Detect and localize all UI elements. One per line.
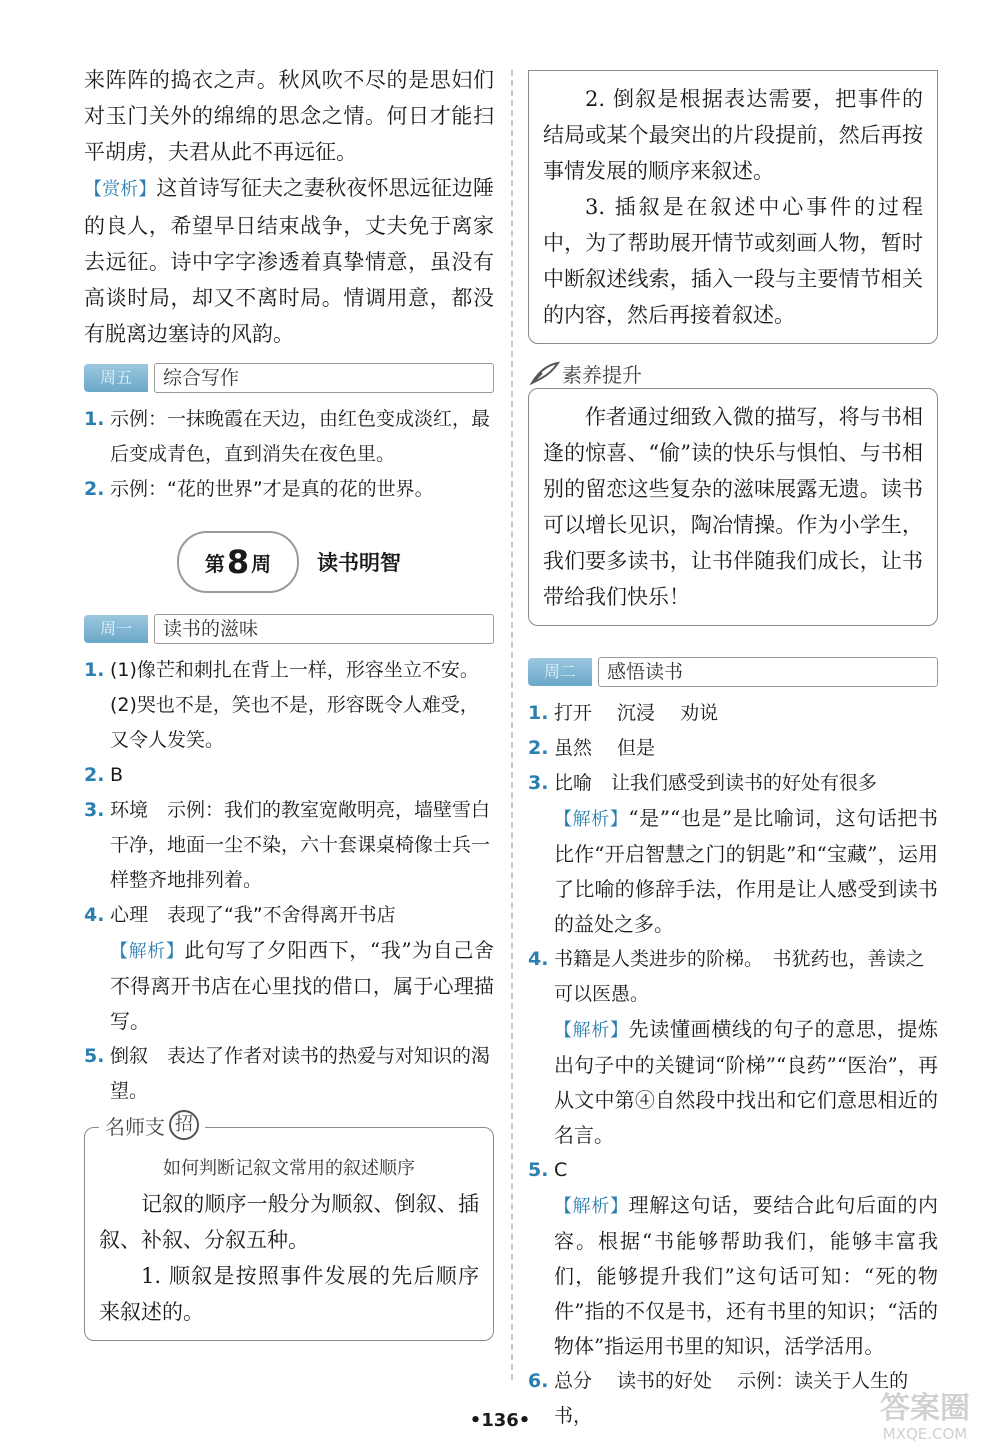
answer-text: (1)像芒和刺扎在背上一样，形容坐立不安。 xyxy=(110,659,479,681)
answer-number: 3. xyxy=(528,772,549,794)
explanation-text: 此句写了夕阳西下，“我”为自己舍不得离开书店在心里找的借口，属于心理描写。 xyxy=(110,938,495,1033)
answer-item xyxy=(84,758,494,793)
answer-text: 打开 沉浸 劝说 xyxy=(554,702,719,724)
answer-item xyxy=(528,1153,938,1188)
answer-text: 总分 读书的好处 示例：读关于人生的书， xyxy=(554,1370,909,1427)
appreciation-text: 这首诗写征夫之妻秋夜怀思远征边陲的良人，希望早日结束战争，丈夫免于离家去远征。诗中字字渗透着真挚情意，虽没有高谈时局，却又不离时局。情调用意，都没有脱离边塞诗的风韵。 xyxy=(84,176,494,346)
appreciation-paragraph xyxy=(84,170,494,352)
answer-number: 1. xyxy=(84,408,105,430)
explanation-tag: 【解析】 xyxy=(554,1196,629,1217)
section-header-reading xyxy=(84,613,494,645)
section-title: 综合写作 xyxy=(154,363,494,393)
explanation xyxy=(84,933,494,1039)
answer-item xyxy=(528,731,938,766)
literacy-section xyxy=(528,358,938,626)
quill-icon xyxy=(528,359,562,387)
explanation-tag: 【解析】 xyxy=(554,1020,629,1041)
answer-number: 2. xyxy=(528,737,549,759)
answer-number: 2. xyxy=(84,478,105,500)
week-number: 8 xyxy=(226,543,250,581)
answer-item xyxy=(84,472,494,507)
tip-paragraph: 记叙的顺序一般分为顺叙、倒叙、插叙、补叙、分叙五种。 xyxy=(99,1192,479,1252)
poem-translation: 来阵阵的捣衣之声。秋风吹不尽的是思妇们对玉门关外的绵绵的思念之情。何日才能扫平胡虏，夫君从此不再远征。 xyxy=(84,68,494,164)
answer-number: 3. xyxy=(84,799,105,821)
answer-text: 虽然 但是 xyxy=(554,737,656,759)
answer-number: 2. xyxy=(84,764,105,786)
answer-text: B xyxy=(110,764,124,786)
answer-number: 5. xyxy=(528,1159,549,1181)
week-cloud-badge xyxy=(177,531,299,593)
teacher-tip-head-text: 名师支 xyxy=(105,1114,165,1139)
explanation-text: 先读懂画横线的句子的意思，提炼出句子中的关键词“阶梯”“良药”“医治”，再从文中第④自然段中找出和它们意思相近的名言。 xyxy=(554,1017,939,1147)
tip-paragraph: 3. 插叙是在叙述中心事件的过程中，为了帮助展开情节或刻画人物，暂时中断叙述线索，插入一段与主要情节相关的内容，然后再接着叙述。 xyxy=(543,195,923,327)
week-title: 读书明智 xyxy=(317,551,401,575)
answer-text: 示例：一抹晚霞在天边，由红色变成淡红，最后变成青色，直到消失在夜色里。 xyxy=(110,408,491,465)
answer-item xyxy=(84,793,494,898)
literacy-title: 素养提升 xyxy=(562,362,642,387)
section-day-label: 周二 xyxy=(528,658,592,686)
teacher-tip-ring: 招 xyxy=(169,1110,199,1140)
watermark-url: MXQE.COM xyxy=(882,1425,968,1443)
section-day-label: 周一 xyxy=(84,615,148,643)
answer-subline: (2)哭也不是，笑也不是，形容既令人难受，又令人发笑。 xyxy=(110,694,479,751)
section-header-writing xyxy=(84,362,494,394)
section-header-feel xyxy=(528,656,938,688)
week-prefix: 第 xyxy=(204,551,225,576)
watermark-logo xyxy=(860,1392,990,1442)
teacher-tip-box xyxy=(84,1114,494,1341)
week-suffix: 周 xyxy=(251,551,272,576)
explanation-text: “是”“也是”是比喻词，这句话把书比作“开启智慧之门的钥匙”和“宝藏”，运用了比喻的修辞手法，作用是让人感受到读书的益处之多。 xyxy=(554,806,939,936)
literacy-text: 作者通过细致入微的描写，将与书相逢的惊喜、“偷”读的快乐与惧怕、与书相别的留恋这些复杂的滋味展露无遗。读书可以增长见识，陶冶情操。作为小学生，我们要多读书，让书伴随我们成长，让书带给我们快乐！ xyxy=(543,405,923,609)
section-title: 读书的滋味 xyxy=(154,614,494,644)
explanation xyxy=(528,1188,938,1364)
tip-paragraph: 1. 顺叙是按照事件发展的先后顺序来叙述的。 xyxy=(99,1264,479,1324)
answer-text: 书籍是人类进步的阶梯。 书犹药也，善读之可以医愚。 xyxy=(554,948,925,1005)
answer-item xyxy=(84,653,494,688)
literacy-box xyxy=(528,388,938,626)
answer-item xyxy=(84,402,494,472)
teacher-tip-heading xyxy=(99,1110,205,1140)
answer-text: 心理 表现了“我”不舍得离开书店 xyxy=(110,904,396,926)
answer-number: 1. xyxy=(84,659,105,681)
answer-item xyxy=(84,898,494,933)
right-column xyxy=(528,62,938,1434)
tip-title: 如何判断记叙文常用的叙述顺序 xyxy=(163,1158,415,1179)
explanation-tag: 【解析】 xyxy=(554,809,629,830)
appreciation-tag: 【赏析】 xyxy=(84,179,157,200)
answer-number: 4. xyxy=(528,948,549,970)
answer-text: 倒叙 表达了作者对读书的热爱与对知识的渴望。 xyxy=(110,1045,491,1102)
teacher-tip-continued xyxy=(528,70,938,344)
column-divider xyxy=(511,70,513,1380)
answer-item xyxy=(84,1039,494,1109)
page-number: •136• xyxy=(469,1410,531,1431)
tip-paragraph: 2. 倒叙是根据表达需要，把事件的结局或某个最突出的片段提前，然后再按事情发展的顺序来叙述。 xyxy=(543,87,923,183)
explanation-text: 理解这句话，要结合此句后面的内容。根据“书能够帮助我们，能够丰富我们，能够提升我们”这句话可知：“死的物件”指的不仅是书，还有书里的知识；“活的物体”指运用书里的知识，活学活用。 xyxy=(554,1193,939,1358)
answer-number: 1. xyxy=(528,702,549,724)
answer-text: 示例：“花的世界”才是真的花的世界。 xyxy=(110,478,434,500)
answer-number: 6. xyxy=(528,1370,549,1392)
answer-text: C xyxy=(554,1159,568,1181)
answer-number: 4. xyxy=(84,904,105,926)
explanation-tag: 【解析】 xyxy=(110,941,185,962)
answer-item xyxy=(528,766,938,801)
answer-item xyxy=(528,942,938,1012)
left-column xyxy=(84,62,494,1341)
answer-text: 环境 示例：我们的教室宽敞明亮，墙壁雪白干净，地面一尘不染，六十套课桌椅像士兵一样整齐地排列着。 xyxy=(110,799,491,891)
literacy-heading xyxy=(528,358,938,388)
week-banner xyxy=(84,527,494,597)
answer-item xyxy=(528,696,938,731)
section-title: 感悟读书 xyxy=(598,657,938,687)
section-day-label: 周五 xyxy=(84,364,148,392)
explanation xyxy=(528,1012,938,1153)
answer-number: 5. xyxy=(84,1045,105,1067)
explanation xyxy=(528,801,938,942)
watermark-text: 答案圈 xyxy=(880,1391,970,1426)
answer-text: 比喻 让我们感受到读书的好处有很多 xyxy=(554,772,878,794)
